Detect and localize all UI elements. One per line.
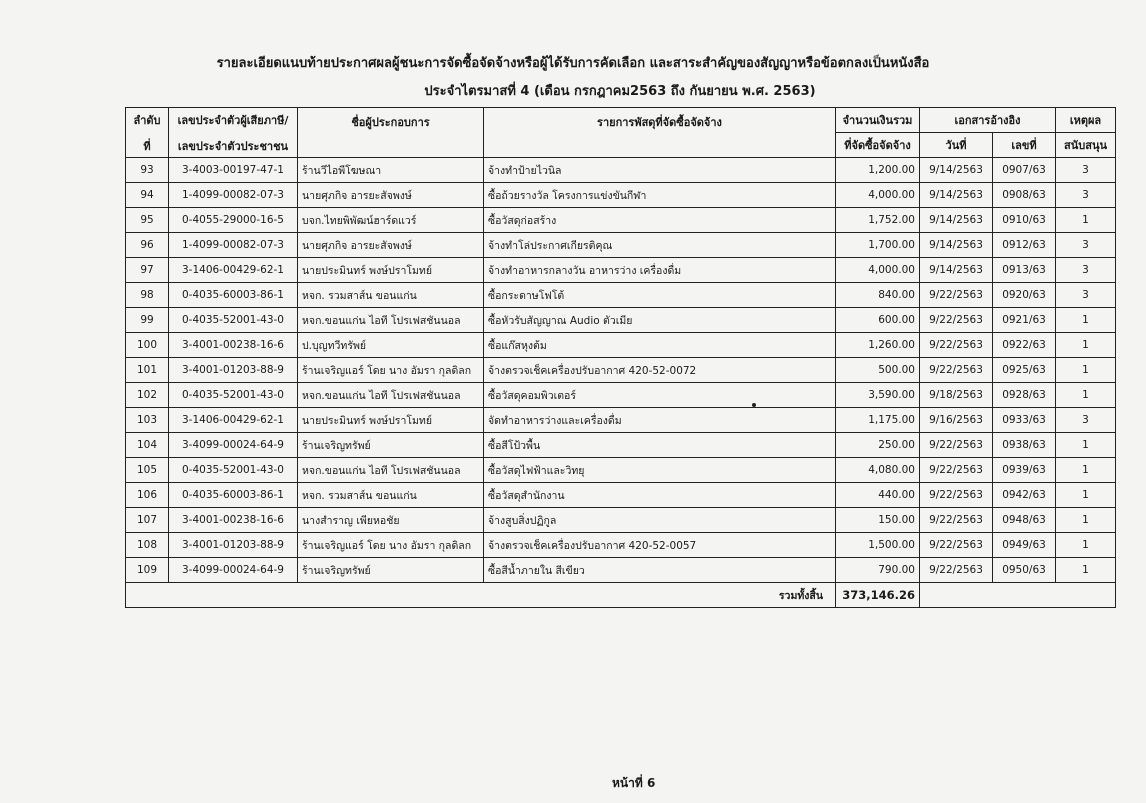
col-taxid-label-1: เลขประจำตัวผู้เสียภาษี/ <box>177 113 289 127</box>
cell-date: 9/22/2563 <box>920 533 993 558</box>
cell-reason: 1 <box>1056 333 1116 358</box>
cell-item: ซื้อกระดาษโฟโต้ <box>484 283 836 308</box>
cell-reason: 1 <box>1056 308 1116 333</box>
page-number: หน้าที่ 6 <box>612 776 656 790</box>
cell-ref-no: 0908/63 <box>993 183 1056 208</box>
cell-taxid: 0-4035-60003-86-1 <box>169 283 298 308</box>
cell-date: 9/22/2563 <box>920 308 993 333</box>
cell-ref-no: 0910/63 <box>993 208 1056 233</box>
cell-amount: 600.00 <box>836 308 920 333</box>
cell-ref-no: 0925/63 <box>993 358 1056 383</box>
cell-vendor: นายศุภกิจ อารยะสัจพงษ์ <box>298 183 484 208</box>
col-seq-label-2: ที่ <box>143 139 151 153</box>
cell-amount: 1,200.00 <box>836 158 920 183</box>
cell-reason: 1 <box>1056 433 1116 458</box>
col-seq-label-1: ลำดับ <box>133 113 161 127</box>
cell-vendor: ร้านเจริญทรัพย์ <box>298 433 484 458</box>
cell-taxid: 0-4035-52001-43-0 <box>169 383 298 408</box>
cell-taxid: 0-4035-52001-43-0 <box>169 308 298 333</box>
cell-taxid: 3-1406-00429-62-1 <box>169 408 298 433</box>
cell-taxid: 3-4099-00024-64-9 <box>169 558 298 583</box>
cell-ref-no: 0939/63 <box>993 458 1056 483</box>
table-row <box>126 183 1116 208</box>
cell-reason: 3 <box>1056 183 1116 208</box>
cell-reason: 1 <box>1056 508 1116 533</box>
cell-date: 9/16/2563 <box>920 408 993 433</box>
cell-item: จ้างตรวจเช็คเครื่องปรับอากาศ 420-52-0072 <box>484 358 836 383</box>
total-row <box>126 583 1116 608</box>
cell-vendor: ร้านเจริญแอร์ โดย นาง อัมรา กุลดิลก <box>298 533 484 558</box>
cell-taxid: 3-4003-00197-47-1 <box>169 158 298 183</box>
cell-vendor: ร้านเจริญทรัพย์ <box>298 558 484 583</box>
cell-ref-no: 0920/63 <box>993 283 1056 308</box>
cell-amount: 3,590.00 <box>836 383 920 408</box>
total-label: รวมทั้งสิ้น <box>126 583 836 608</box>
cell-seq: 94 <box>126 183 169 208</box>
cell-amount: 4,080.00 <box>836 458 920 483</box>
cell-date: 9/22/2563 <box>920 483 993 508</box>
scan-speck <box>752 403 756 407</box>
cell-amount: 1,700.00 <box>836 233 920 258</box>
table-row <box>126 358 1116 383</box>
cell-vendor: ร้านวีไอพีโฆษณา <box>298 158 484 183</box>
cell-item: ซื้อวัสดุสำนักงาน <box>484 483 836 508</box>
cell-taxid: 1-4099-00082-07-3 <box>169 183 298 208</box>
col-reason-header-1: เหตุผล <box>1056 108 1116 133</box>
cell-item: ซื้อสีน้ำภายใน สีเขียว <box>484 558 836 583</box>
col-no-header: เลขที่ <box>993 133 1056 158</box>
cell-taxid: 3-4099-00024-64-9 <box>169 433 298 458</box>
cell-seq: 107 <box>126 508 169 533</box>
cell-reason: 1 <box>1056 558 1116 583</box>
cell-vendor: นายประมินทร์ พงษ์ปราโมทย์ <box>298 258 484 283</box>
cell-ref-no: 0922/63 <box>993 333 1056 358</box>
cell-taxid: 0-4055-29000-16-5 <box>169 208 298 233</box>
cell-vendor: หจก. รวมสาส์น ขอนแก่น <box>298 483 484 508</box>
col-taxid-header <box>169 108 298 158</box>
cell-seq: 102 <box>126 383 169 408</box>
cell-item: จ้างทำโล่ประกาศเกียรติคุณ <box>484 233 836 258</box>
document-subtitle: ประจำไตรมาสที่ 4 (เดือน กรกฎาคม2563 ถึง กันยายน พ.ศ. 2563) <box>424 84 816 99</box>
table-row <box>126 283 1116 308</box>
cell-item: ซื้อถ้วยรางวัล โครงการแข่งขันกีฬา <box>484 183 836 208</box>
header-row <box>126 108 1116 133</box>
col-reason-header-2: สนับสนุน <box>1056 133 1116 158</box>
cell-amount: 4,000.00 <box>836 258 920 283</box>
cell-vendor: ป.บุญทวีทรัพย์ <box>298 333 484 358</box>
cell-seq: 101 <box>126 358 169 383</box>
cell-item: ซื้อหัวรับสัญญาณ Audio ตัวเมีย <box>484 308 836 333</box>
cell-date: 9/22/2563 <box>920 433 993 458</box>
cell-reason: 1 <box>1056 533 1116 558</box>
cell-seq: 97 <box>126 258 169 283</box>
total-empty <box>920 583 1116 608</box>
cell-seq: 99 <box>126 308 169 333</box>
cell-vendor: หจก. รวมสาส์น ขอนแก่น <box>298 283 484 308</box>
document-title: รายละเอียดแนบท้ายประกาศผลผู้ชนะการจัดซื้อจัดจ้างหรือผู้ได้รับการคัดเลือก และสาระสำคัญของสัญญาหรือข้อตกลงเป็นหนังสือ <box>216 56 930 71</box>
table-row <box>126 508 1116 533</box>
cell-ref-no: 0928/63 <box>993 383 1056 408</box>
cell-date: 9/22/2563 <box>920 458 993 483</box>
cell-item: จ้างทำอาหารกลางวัน อาหารว่าง เครื่องดื่ม <box>484 258 836 283</box>
cell-ref-no: 0950/63 <box>993 558 1056 583</box>
cell-taxid: 3-1406-00429-62-1 <box>169 258 298 283</box>
cell-ref-no: 0907/63 <box>993 158 1056 183</box>
cell-date: 9/22/2563 <box>920 283 993 308</box>
cell-taxid: 3-4001-00238-16-6 <box>169 508 298 533</box>
cell-seq: 98 <box>126 283 169 308</box>
cell-item: ซื้อสีโป้วพื้น <box>484 433 836 458</box>
cell-taxid: 3-4001-01203-88-9 <box>169 533 298 558</box>
cell-seq: 95 <box>126 208 169 233</box>
table-body <box>126 158 1116 583</box>
cell-seq: 106 <box>126 483 169 508</box>
cell-item: ซื้อแก๊สหุงต้ม <box>484 333 836 358</box>
cell-item: ซื้อวัสดุคอมพิวเตอร์ <box>484 383 836 408</box>
table-row <box>126 333 1116 358</box>
cell-seq: 96 <box>126 233 169 258</box>
cell-date: 9/18/2563 <box>920 383 993 408</box>
cell-date: 9/14/2563 <box>920 258 993 283</box>
cell-seq: 100 <box>126 333 169 358</box>
cell-vendor: นางสำราญ เพียหอชัย <box>298 508 484 533</box>
cell-amount: 250.00 <box>836 433 920 458</box>
cell-ref-no: 0942/63 <box>993 483 1056 508</box>
cell-taxid: 3-4001-01203-88-9 <box>169 358 298 383</box>
cell-taxid: 3-4001-00238-16-6 <box>169 333 298 358</box>
cell-ref-no: 0938/63 <box>993 433 1056 458</box>
col-ref-header: เอกสารอ้างอิง <box>920 108 1056 133</box>
cell-reason: 3 <box>1056 408 1116 433</box>
procurement-table <box>125 107 1116 608</box>
table-row <box>126 308 1116 333</box>
cell-date: 9/22/2563 <box>920 358 993 383</box>
cell-seq: 105 <box>126 458 169 483</box>
cell-seq: 109 <box>126 558 169 583</box>
cell-ref-no: 0948/63 <box>993 508 1056 533</box>
cell-reason: 1 <box>1056 383 1116 408</box>
cell-ref-no: 0913/63 <box>993 258 1056 283</box>
cell-ref-no: 0921/63 <box>993 308 1056 333</box>
cell-seq: 108 <box>126 533 169 558</box>
col-vendor-header: ชื่อผู้ประกอบการ <box>298 108 484 158</box>
cell-ref-no: 0949/63 <box>993 533 1056 558</box>
cell-item: จ้างสูบสิ่งปฏิกูล <box>484 508 836 533</box>
cell-taxid: 0-4035-60003-86-1 <box>169 483 298 508</box>
cell-date: 9/22/2563 <box>920 508 993 533</box>
cell-vendor: นายประมินทร์ พงษ์ปราโมทย์ <box>298 408 484 433</box>
col-item-header: รายการพัสดุที่จัดซื้อจัดจ้าง <box>484 108 836 158</box>
cell-reason: 3 <box>1056 233 1116 258</box>
cell-reason: 1 <box>1056 483 1116 508</box>
cell-item: ซื้อวัสดุไฟฟ้าและวิทยุ <box>484 458 836 483</box>
cell-seq: 103 <box>126 408 169 433</box>
table-row <box>126 408 1116 433</box>
cell-vendor: หจก.ขอนแก่น ไอที โปรเฟสชันนอล <box>298 458 484 483</box>
cell-reason: 3 <box>1056 158 1116 183</box>
cell-ref-no: 0933/63 <box>993 408 1056 433</box>
cell-amount: 1,500.00 <box>836 533 920 558</box>
cell-amount: 4,000.00 <box>836 183 920 208</box>
cell-item: จัดทำอาหารว่างและเครื่องดื่ม <box>484 408 836 433</box>
table-row <box>126 433 1116 458</box>
cell-date: 9/14/2563 <box>920 183 993 208</box>
cell-date: 9/14/2563 <box>920 233 993 258</box>
cell-item: จ้างตรวจเช็คเครื่องปรับอากาศ 420-52-0057 <box>484 533 836 558</box>
cell-date: 9/14/2563 <box>920 158 993 183</box>
cell-amount: 790.00 <box>836 558 920 583</box>
table-row <box>126 458 1116 483</box>
cell-seq: 104 <box>126 433 169 458</box>
cell-amount: 1,175.00 <box>836 408 920 433</box>
table-row <box>126 258 1116 283</box>
col-seq-header <box>126 108 169 158</box>
cell-amount: 840.00 <box>836 283 920 308</box>
cell-reason: 3 <box>1056 283 1116 308</box>
cell-reason: 1 <box>1056 358 1116 383</box>
cell-vendor: บจก.ไทยพิพัฒน์ฮาร์ดแวร์ <box>298 208 484 233</box>
cell-taxid: 0-4035-52001-43-0 <box>169 458 298 483</box>
cell-vendor: หจก.ขอนแก่น ไอที โปรเฟสชันนอล <box>298 308 484 333</box>
cell-item: จ้างทำป้ายไวนิล <box>484 158 836 183</box>
cell-date: 9/22/2563 <box>920 558 993 583</box>
col-amount-header-2: ที่จัดซื้อจัดจ้าง <box>836 133 920 158</box>
cell-ref-no: 0912/63 <box>993 233 1056 258</box>
cell-reason: 1 <box>1056 208 1116 233</box>
table-row <box>126 533 1116 558</box>
cell-amount: 1,752.00 <box>836 208 920 233</box>
col-date-header: วันที่ <box>920 133 993 158</box>
cell-reason: 1 <box>1056 458 1116 483</box>
cell-item: ซื้อวัสดุก่อสร้าง <box>484 208 836 233</box>
table-row <box>126 483 1116 508</box>
total-value: 373,146.26 <box>836 583 920 608</box>
cell-amount: 1,260.00 <box>836 333 920 358</box>
cell-reason: 3 <box>1056 258 1116 283</box>
cell-taxid: 1-4099-00082-07-3 <box>169 233 298 258</box>
col-taxid-label-2: เลขประจำตัวประชาชน <box>177 139 289 153</box>
cell-vendor: หจก.ขอนแก่น ไอที โปรเฟสชันนอล <box>298 383 484 408</box>
table-row <box>126 158 1116 183</box>
table-row <box>126 383 1116 408</box>
cell-amount: 500.00 <box>836 358 920 383</box>
table-row <box>126 558 1116 583</box>
cell-date: 9/14/2563 <box>920 208 993 233</box>
cell-seq: 93 <box>126 158 169 183</box>
table-row <box>126 233 1116 258</box>
cell-amount: 150.00 <box>836 508 920 533</box>
cell-date: 9/22/2563 <box>920 333 993 358</box>
cell-vendor: นายศุภกิจ อารยะสัจพงษ์ <box>298 233 484 258</box>
table-row <box>126 208 1116 233</box>
cell-amount: 440.00 <box>836 483 920 508</box>
col-amount-header-1: จำนวนเงินรวม <box>836 108 920 133</box>
cell-vendor: ร้านเจริญแอร์ โดย นาง อัมรา กุลดิลก <box>298 358 484 383</box>
